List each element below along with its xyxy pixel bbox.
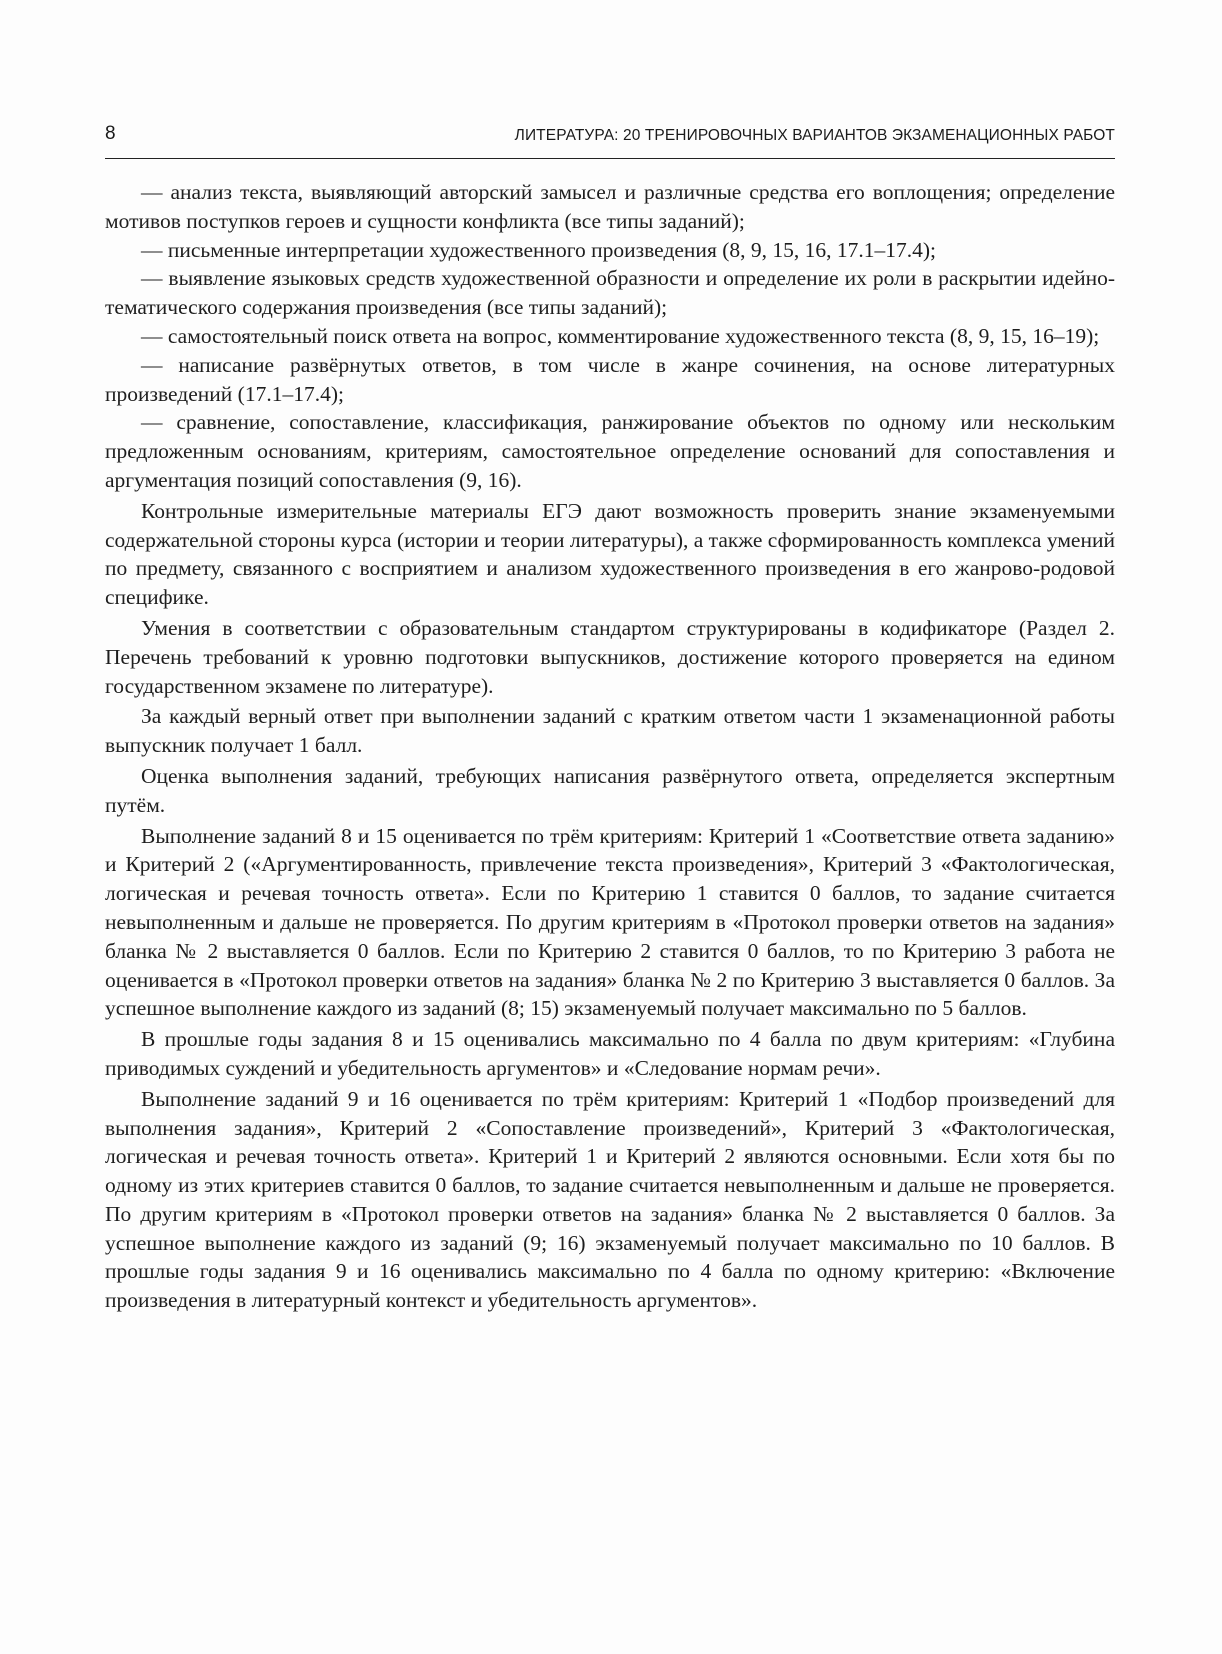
- running-title: ЛИТЕРАТУРА: 20 ТРЕНИРОВОЧНЫХ ВАРИАНТОВ ЭКЗАМЕНАЦИОННЫХ РАБОТ: [514, 127, 1115, 144]
- paragraph: Умения в соответствии с образовательным стандартом структурированы в кодификаторе (Раздел 2. Перечень требований к уровню подготовки выпускников, достижение которого проверяется на едином государственном экзамене по литературе).: [105, 615, 1115, 698]
- list-item: — сравнение, сопоставление, классификация, ранжирование объектов по одному или нескольким предложенным основаниям, критериям, самостоятельное определение оснований для сопоставления и аргументация позиций сопоставления (9, 16).: [105, 410, 1115, 492]
- paragraph: Контрольные измерительные материалы ЕГЭ дают возможность проверить знание экзаменуемыми содержательной стороны курса (истории и теории литературы), а также сформированность комплекса умений по предмету, связанного с восприятием и анализом художественного произведения в его жанрово-родовой специфике.: [105, 498, 1115, 610]
- paragraph: За каждый верный ответ при выполнении заданий с кратким ответом части 1 экзаменационной работы выпускник получает 1 балл.: [105, 704, 1115, 758]
- paragraph: Выполнение заданий 9 и 16 оценивается по трём критериям: Критерий 1 «Подбор произведений для выполнения задания», Критерий 2 «Сопоставление произведений», Критерий 3 «Фактологическая, логическая и речевая точность ответа». Критерий 1 и Критерий 2 являются основными. Если хотя бы по одному из этих критериев ставится 0 баллов, то задание считается невыполненным и дальше не проверяется. По другим критериям в «Протокол проверки ответов на задания» бланка № 2 выставляется 0 баллов. За успешное выполнение каждого из заданий (9; 16) экзаменуемый получает максимально по 10 баллов. В прошлые годы задания 9 и 16 оценивались максимально по 4 балла по одному критерию: «Включение произведения в литературный контекст и убедительность аргументов».: [105, 1086, 1115, 1313]
- list-item: — самостоятельный поиск ответа на вопрос, комментирование художественного текста (8, 9, 15, 16–19);: [141, 323, 1100, 348]
- page-number: 8: [105, 123, 116, 144]
- paragraph: Выполнение заданий 8 и 15 оценивается по трём критериям: Критерий 1 «Соответствие ответа заданию» и Критерий 2 («Аргументированность, привлечение текста произведения», Критерий 3 «Фактологическая, логическая и речевая точность ответа». Если по Критерию 1 ставится 0 баллов, то задание считается невыполненным и дальше не проверяется. По другим критериям в «Протокол проверки ответов на задания» бланка № 2 выставляется 0 баллов. Если по Критерию 2 ставится 0 баллов, то по Критерию 3 работа не оценивается в «Протокол проверки ответов на задания» бланка № 2 по Критерию 3 выставляется 0 баллов. За успешное выполнение каждого из заданий (8; 15) экзаменуемый получает максимально по 5 баллов.: [105, 823, 1115, 1021]
- list-item: — анализ текста, выявляющий авторский замысел и различные средства его воплощения; определение мотивов поступков героев и сущности конфликта (все типы заданий);: [105, 180, 1115, 233]
- list-item: — написание развёрнутых ответов, в том числе в жанре сочинения, на основе литературных произведений (17.1–17.4);: [105, 352, 1115, 406]
- paragraph: Оценка выполнения заданий, требующих написания развёрнутого ответа, определяется экспертным путём.: [105, 763, 1115, 817]
- list-item: — письменные интерпретации художественного произведения (8, 9, 15, 16, 17.1–17.4);: [141, 237, 936, 262]
- page-header: [105, 118, 1115, 159]
- list-item: — выявление языковых средств художественной образности и определение их роли в раскрытии идейно-тематического содержания произведения (все типы заданий);: [105, 266, 1115, 320]
- body-text: [105, 178, 1115, 1315]
- paragraph: В прошлые годы задания 8 и 15 оценивались максимально по 4 балла по двум критериям: «Глубина приводимых суждений и убедительность аргументов» и «Следование нормам речи».: [105, 1027, 1115, 1080]
